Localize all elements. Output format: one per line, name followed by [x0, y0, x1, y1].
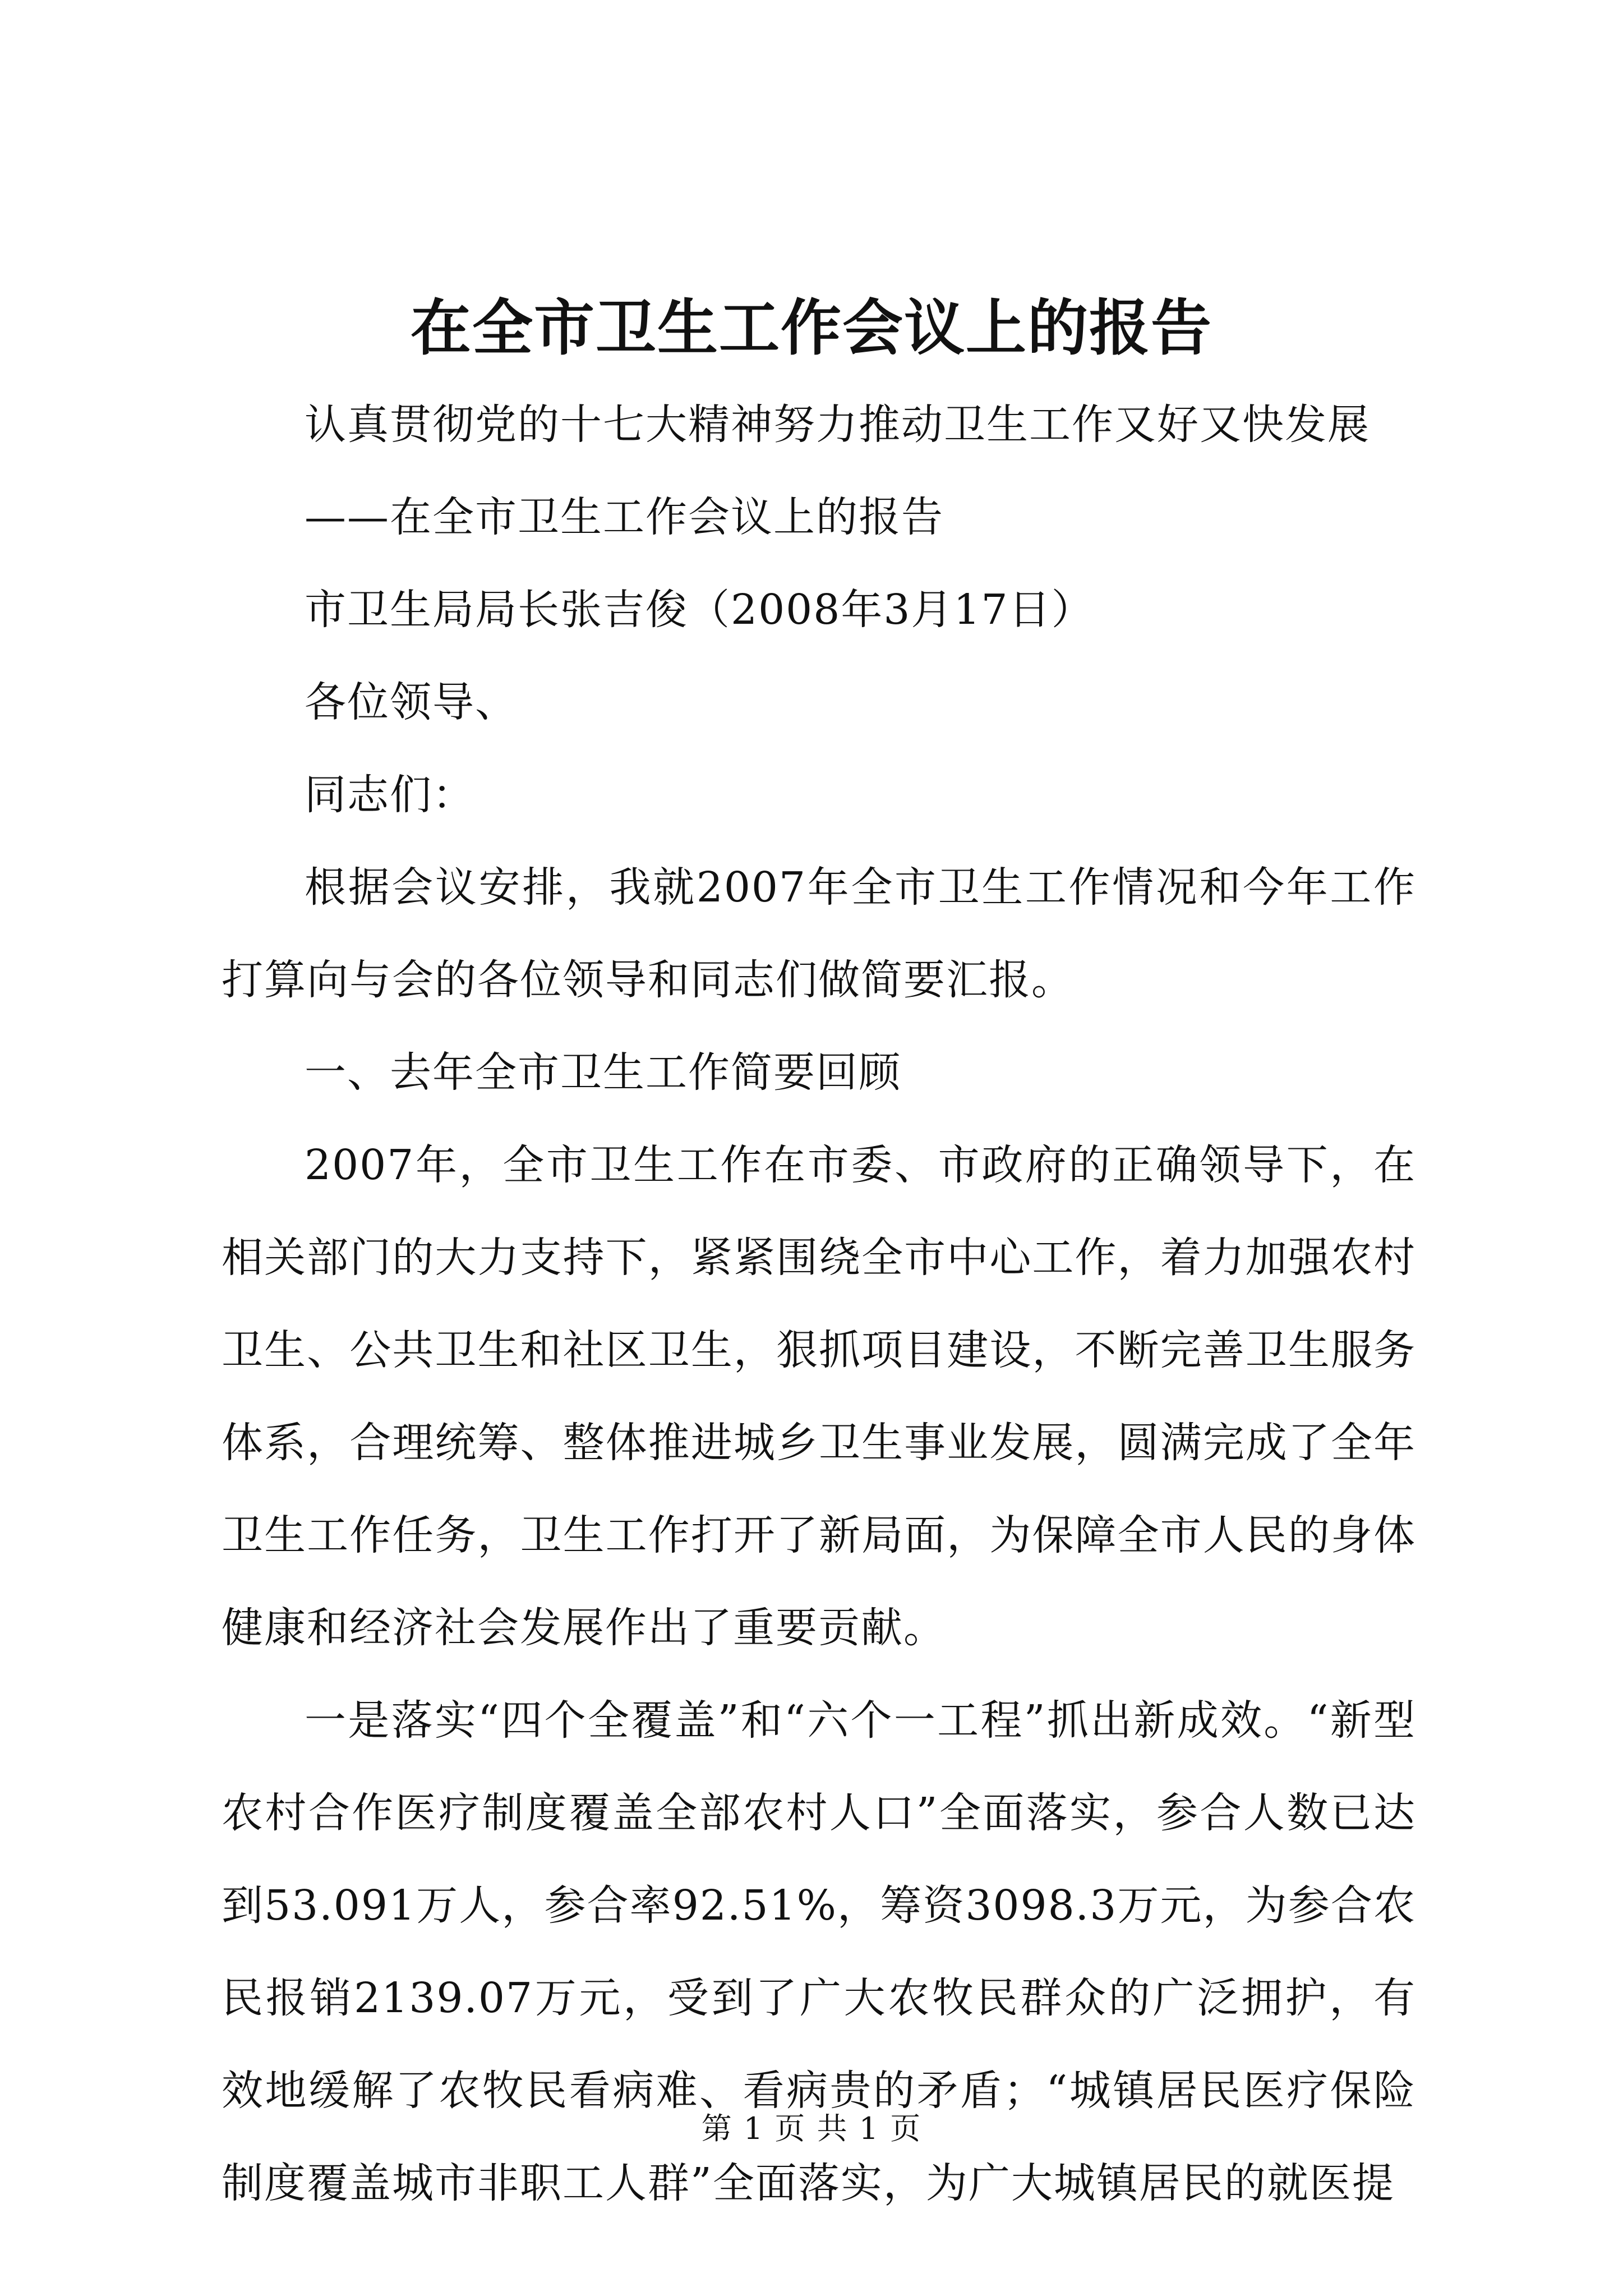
achievement-paragraph: 一是落实“四个全覆盖”和“六个一工程”抓出新成效。“新型农村合作医疗制度覆盖全部农村人口”全面落实，参合人数已达到53.091万人，参合率92.51%，筹资3098.3万元，为参合农民报销2139.07万元，受到了广大农牧民群众的广泛拥护，有效地缓解了农牧民看病难、看病贵的矛盾；“城镇居民医疗保险制度覆盖城市非职工人群”全面落实，为广大城镇居民的就医提	[222, 1696, 1416, 2207]
salutation-line-2: 同志们：	[305, 771, 475, 819]
subtitle-line: 认真贯彻党的十七大精神努力推动卫生工作又好又快发展	[305, 401, 1370, 449]
page-footer: 第 1 页 共 1 页	[701, 2111, 922, 2146]
document-body	[222, 379, 1416, 2230]
section-heading: 一、去年全市卫生工作简要回顾	[305, 1048, 901, 1097]
author-line: 市卫生局局长张吉俊（2008年3月17日）	[305, 586, 1094, 634]
subtitle-dash-line: ——在全市卫生工作会议上的报告	[305, 493, 944, 541]
intro-paragraph: 根据会议安排，我就2007年全市卫生工作情况和今年工作打算向与会的各位领导和同志们做简要汇报。	[222, 863, 1416, 1004]
document-title: 在全市卫生工作会议上的报告	[410, 293, 1212, 364]
salutation-line-1: 各位领导、	[305, 678, 518, 726]
review-paragraph: 2007年，全市卫生工作在市委、市政府的正确领导下，在相关部门的大力支持下，紧紧围绕全市中心工作，着力加强农村卫生、公共卫生和社区卫生，狠抓项目建设，不断完善卫生服务体系，合理统筹、整体推进城乡卫生事业发展，圆满完成了全年卫生工作任务，卫生工作打开了新局面，为保障全市人民的身体健康和经济社会发展作出了重要贡献。	[222, 1141, 1416, 1652]
